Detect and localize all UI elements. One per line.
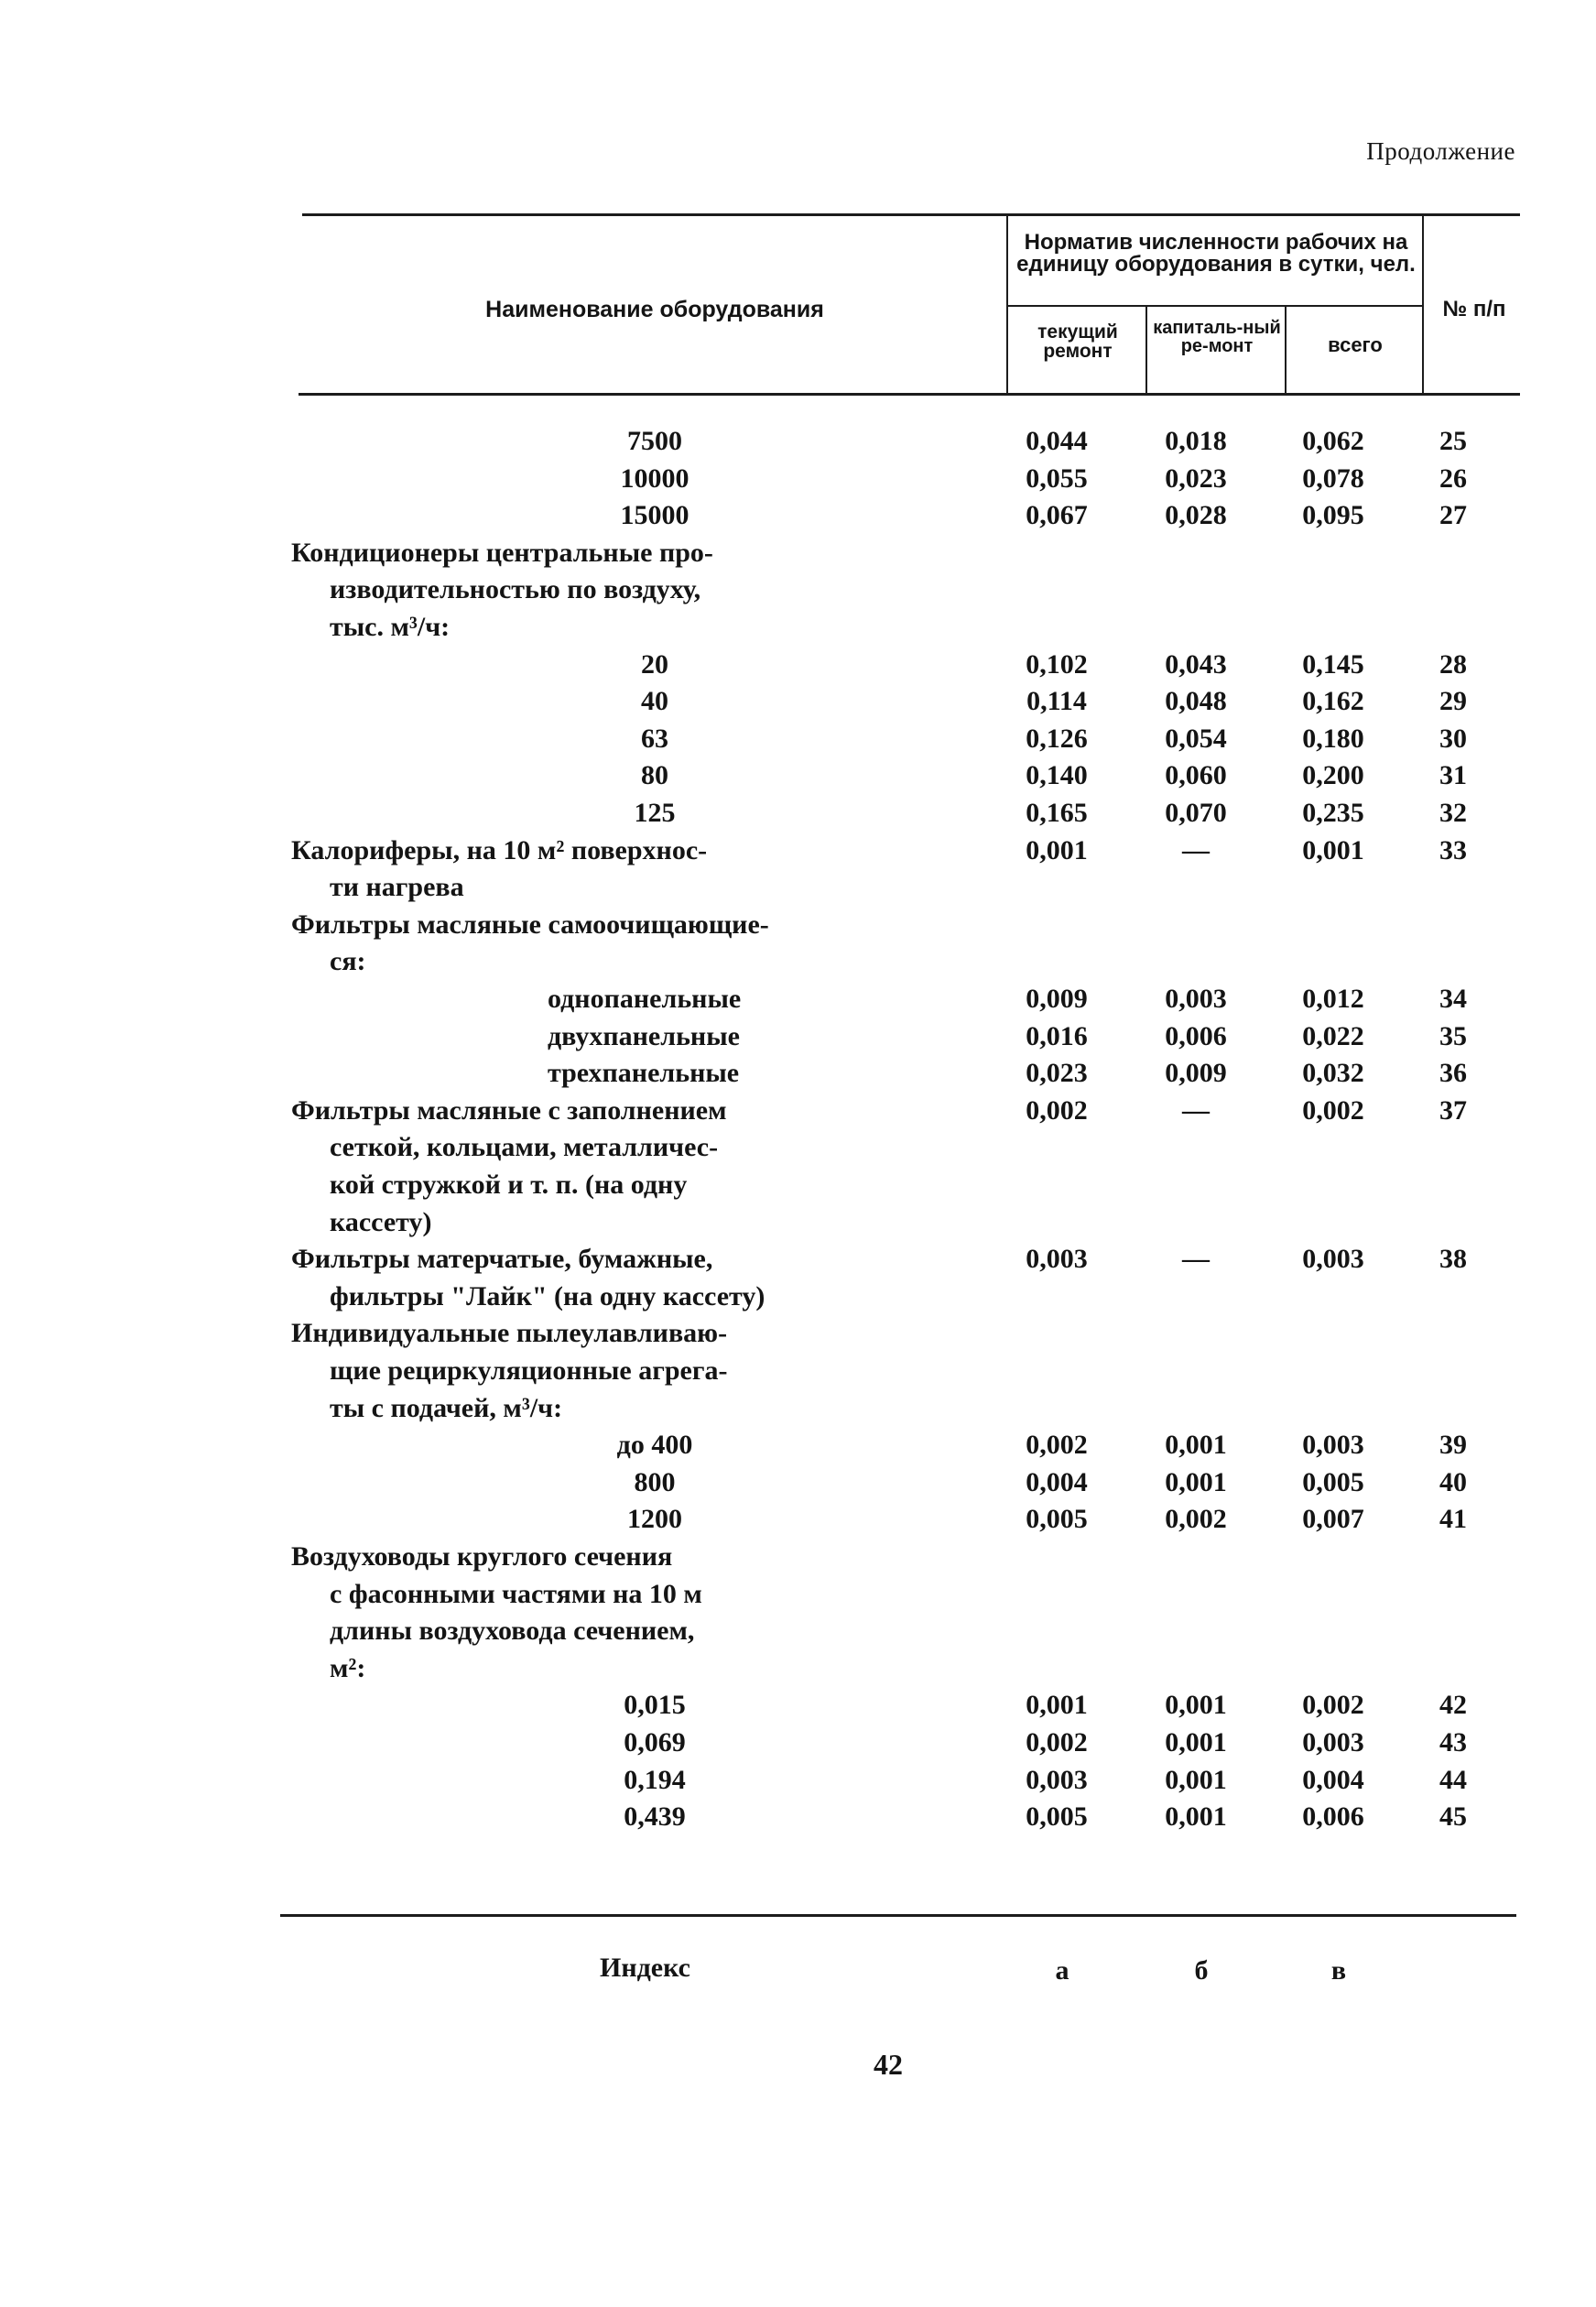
total-cell: 0,012 bbox=[1302, 984, 1364, 1014]
current-repair-cell: 0,140 bbox=[1026, 760, 1088, 790]
row-number-cell: 31 bbox=[1439, 760, 1467, 790]
total-cell: 0,062 bbox=[1302, 426, 1364, 456]
row-number-cell: 27 bbox=[1439, 500, 1467, 530]
equipment-name-line: Индивидуальные пылеулавливаю- bbox=[291, 1318, 728, 1348]
current-repair-cell: 0,003 bbox=[1026, 1244, 1088, 1274]
current-repair-cell: 0,016 bbox=[1026, 1021, 1088, 1051]
capital-repair-cell: 0,001 bbox=[1165, 1801, 1227, 1832]
total-cell: 0,003 bbox=[1302, 1727, 1364, 1757]
equipment-name-cell: двухпанельные bbox=[548, 1021, 740, 1051]
row-number-cell: 39 bbox=[1439, 1430, 1467, 1460]
continuation-label: Продолжение bbox=[1366, 137, 1515, 165]
total-cell: 0,005 bbox=[1302, 1467, 1364, 1497]
capital-repair-cell: 0,009 bbox=[1165, 1058, 1227, 1088]
column-header-total: всего bbox=[1328, 333, 1383, 356]
total-cell: 0,004 bbox=[1302, 1765, 1364, 1795]
capital-repair-cell: 0,001 bbox=[1165, 1467, 1227, 1497]
equipment-name-line: фильтры "Лайк" (на одну кассету) bbox=[330, 1281, 765, 1311]
row-number-cell: 45 bbox=[1439, 1801, 1467, 1832]
equipment-name-cell: 0,439 bbox=[624, 1801, 686, 1832]
current-repair-cell: 0,067 bbox=[1026, 500, 1088, 530]
equipment-name-cell: 800 bbox=[634, 1467, 676, 1497]
row-number-cell: 37 bbox=[1439, 1095, 1467, 1126]
equipment-name-cell: 63 bbox=[641, 724, 668, 754]
capital-repair-cell: 0,054 bbox=[1165, 724, 1227, 754]
row-number-cell: 41 bbox=[1439, 1504, 1467, 1534]
equipment-name-line: м²: bbox=[330, 1653, 366, 1683]
equipment-name-cell: 1200 bbox=[627, 1504, 682, 1534]
equipment-name-cell: однопанельные bbox=[548, 984, 742, 1014]
equipment-name-cell: 0,194 bbox=[624, 1765, 686, 1795]
total-cell: 0,095 bbox=[1302, 500, 1364, 530]
equipment-name-line: длины воздуховода сечением, bbox=[330, 1616, 695, 1646]
row-number-cell: 43 bbox=[1439, 1727, 1467, 1757]
total-cell: 0,180 bbox=[1302, 724, 1364, 754]
equipment-name-cell: 7500 bbox=[627, 426, 682, 456]
equipment-name-line: Фильтры масляные самоочищающие- bbox=[291, 909, 769, 940]
equipment-name-line: изводительностью по воздуху, bbox=[330, 574, 701, 604]
row-number-cell: 34 bbox=[1439, 984, 1467, 1014]
capital-repair-cell: 0,006 bbox=[1165, 1021, 1227, 1051]
row-number-cell: 38 bbox=[1439, 1244, 1467, 1274]
equipment-name-line: с фасонными частями на 10 м bbox=[330, 1579, 702, 1609]
equipment-name-cell: 15000 bbox=[620, 500, 689, 530]
footer-index-v: в bbox=[1330, 1955, 1347, 1986]
equipment-name-cell: 10000 bbox=[620, 463, 689, 494]
column-header-equipment: Наименование оборудования bbox=[485, 297, 824, 322]
capital-repair-cell: — bbox=[1182, 835, 1210, 865]
equipment-name-cell: 125 bbox=[634, 798, 676, 828]
equipment-name-cell: Фильтры масляные с заполнением bbox=[291, 1095, 727, 1126]
current-repair-cell: 0,001 bbox=[1026, 835, 1088, 865]
capital-repair-cell: 0,060 bbox=[1165, 760, 1227, 790]
total-cell: 0,162 bbox=[1302, 686, 1364, 716]
capital-repair-cell: 0,002 bbox=[1165, 1504, 1227, 1534]
row-number-cell: 44 bbox=[1439, 1765, 1467, 1795]
equipment-name-line: кассету) bbox=[330, 1207, 432, 1237]
current-repair-cell: 0,005 bbox=[1026, 1504, 1088, 1534]
equipment-name-cell: трехпанельные bbox=[548, 1058, 740, 1088]
capital-repair-cell: 0,023 bbox=[1165, 463, 1227, 494]
row-number-cell: 28 bbox=[1439, 649, 1467, 680]
total-cell: 0,078 bbox=[1302, 463, 1364, 494]
current-repair-cell: 0,009 bbox=[1026, 984, 1088, 1014]
capital-repair-cell: 0,003 bbox=[1165, 984, 1227, 1014]
current-repair-cell: 0,002 bbox=[1026, 1095, 1088, 1126]
total-cell: 0,007 bbox=[1302, 1504, 1364, 1534]
equipment-name-line: тыс. м³/ч: bbox=[330, 612, 451, 642]
current-repair-cell: 0,165 bbox=[1026, 798, 1088, 828]
row-number-cell: 26 bbox=[1439, 463, 1467, 494]
total-cell: 0,022 bbox=[1302, 1021, 1364, 1051]
row-number-cell: 36 bbox=[1439, 1058, 1467, 1088]
capital-repair-cell: 0,028 bbox=[1165, 500, 1227, 530]
equipment-name-line: щие рециркуляционные агрега- bbox=[330, 1355, 728, 1386]
capital-repair-cell: — bbox=[1182, 1095, 1210, 1126]
current-repair-cell: 0,003 bbox=[1026, 1765, 1088, 1795]
capital-repair-cell: 0,018 bbox=[1165, 426, 1227, 456]
current-repair-cell: 0,001 bbox=[1026, 1690, 1088, 1720]
total-cell: 0,200 bbox=[1302, 760, 1364, 790]
row-number-cell: 30 bbox=[1439, 724, 1467, 754]
row-number-cell: 40 bbox=[1439, 1467, 1467, 1497]
capital-repair-cell: 0,001 bbox=[1165, 1765, 1227, 1795]
column-header-number: № п/п bbox=[1442, 297, 1506, 321]
capital-repair-cell: — bbox=[1182, 1244, 1210, 1274]
equipment-name-cell: Фильтры матерчатые, бумажные, bbox=[291, 1244, 713, 1274]
equipment-name-line: ся: bbox=[330, 946, 366, 976]
total-cell: 0,002 bbox=[1302, 1690, 1364, 1720]
capital-repair-cell: 0,001 bbox=[1165, 1430, 1227, 1460]
equipment-name-cell: до 400 bbox=[616, 1430, 693, 1460]
total-cell: 0,145 bbox=[1302, 649, 1364, 680]
equipment-name-cell: 40 bbox=[641, 686, 668, 716]
equipment-name-line: Воздуховоды круглого сечения bbox=[291, 1541, 673, 1572]
capital-repair-cell: 0,043 bbox=[1165, 649, 1227, 680]
equipment-name-cell: 0,069 bbox=[624, 1727, 686, 1757]
equipment-name-line: Кондиционеры центральные про- bbox=[291, 538, 713, 568]
row-number-cell: 35 bbox=[1439, 1021, 1467, 1051]
footer-index-label: Индекс bbox=[600, 1953, 690, 1983]
footer-index-a: а bbox=[1055, 1955, 1069, 1986]
total-cell: 0,003 bbox=[1302, 1244, 1364, 1274]
capital-repair-cell: 0,048 bbox=[1165, 686, 1227, 716]
current-repair-cell: 0,004 bbox=[1026, 1467, 1088, 1497]
equipment-name-line: сеткой, кольцами, металличес- bbox=[330, 1132, 719, 1162]
row-number-cell: 32 bbox=[1439, 798, 1467, 828]
total-cell: 0,006 bbox=[1302, 1801, 1364, 1832]
capital-repair-cell: 0,001 bbox=[1165, 1690, 1227, 1720]
row-number-cell: 33 bbox=[1439, 835, 1467, 865]
capital-repair-cell: 0,001 bbox=[1165, 1727, 1227, 1757]
equipment-name-line: ты с подачей, м³/ч: bbox=[330, 1393, 563, 1423]
column-header-norm-group: Норматив численности рабочих на единицу оборудования в сутки, чел. bbox=[1016, 230, 1416, 277]
current-repair-cell: 0,023 bbox=[1026, 1058, 1088, 1088]
current-repair-cell: 0,002 bbox=[1026, 1727, 1088, 1757]
current-repair-cell: 0,002 bbox=[1026, 1430, 1088, 1460]
current-repair-cell: 0,114 bbox=[1026, 686, 1087, 716]
equipment-name-cell: 20 bbox=[641, 649, 668, 680]
total-cell: 0,003 bbox=[1302, 1430, 1364, 1460]
current-repair-cell: 0,126 bbox=[1026, 724, 1088, 754]
current-repair-cell: 0,044 bbox=[1026, 426, 1088, 456]
column-header-current-repair: текущий ремонт bbox=[1037, 321, 1118, 362]
current-repair-cell: 0,102 bbox=[1026, 649, 1088, 680]
row-number-cell: 29 bbox=[1439, 686, 1467, 716]
current-repair-cell: 0,055 bbox=[1026, 463, 1088, 494]
capital-repair-cell: 0,070 bbox=[1165, 798, 1227, 828]
equipment-name-cell: Калориферы, на 10 м² поверхнос- bbox=[291, 835, 708, 865]
row-number-cell: 42 bbox=[1439, 1690, 1467, 1720]
total-cell: 0,002 bbox=[1302, 1095, 1364, 1126]
column-header-capital-repair: капиталь-ный ре-монт bbox=[1153, 318, 1281, 356]
equipment-name-line: ти нагрева bbox=[330, 872, 464, 902]
row-number-cell: 25 bbox=[1439, 426, 1467, 456]
equipment-name-cell: 80 bbox=[641, 760, 668, 790]
total-cell: 0,001 bbox=[1302, 835, 1364, 865]
total-cell: 0,235 bbox=[1302, 798, 1364, 828]
equipment-name-cell: 0,015 bbox=[624, 1690, 686, 1720]
footer-index-b: б bbox=[1194, 1955, 1209, 1986]
page-number: 42 bbox=[874, 2048, 903, 2081]
equipment-name-line: кой стружкой и т. п. (на одну bbox=[330, 1170, 688, 1200]
total-cell: 0,032 bbox=[1302, 1058, 1364, 1088]
current-repair-cell: 0,005 bbox=[1026, 1801, 1088, 1832]
